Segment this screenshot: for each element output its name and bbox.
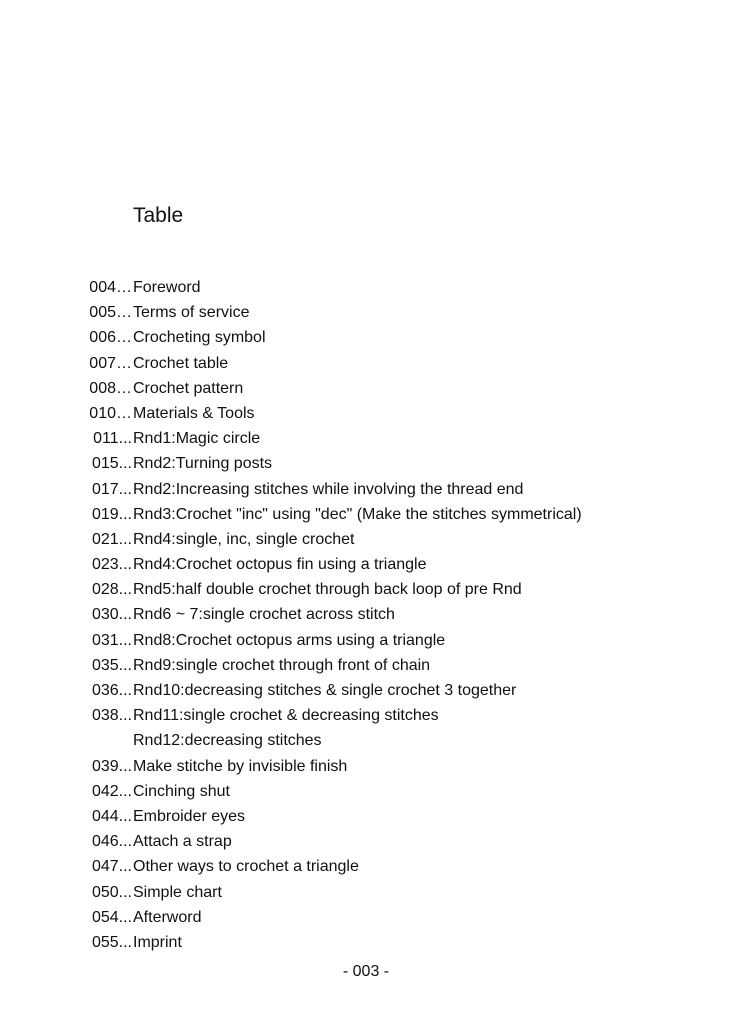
toc-entry-page: 004… bbox=[89, 279, 132, 296]
toc-entry bbox=[0, 351, 732, 376]
toc-entry bbox=[0, 602, 732, 627]
toc-entry-title: Rnd2:Turning posts bbox=[133, 455, 273, 473]
toc-entry-page: 055... bbox=[91, 933, 132, 951]
toc-entry-page: 054... bbox=[91, 908, 132, 926]
toc-entry bbox=[0, 325, 732, 350]
toc-entry-page: 042... bbox=[91, 782, 132, 800]
toc-entry-page: 050... bbox=[91, 883, 132, 901]
toc-entry-title: Rnd4:single, inc, single crochet bbox=[133, 530, 355, 548]
toc-entry-page: 023... bbox=[91, 556, 132, 574]
toc-entry-page: 008… bbox=[89, 379, 132, 397]
toc-entry-title: Terms of service bbox=[133, 304, 250, 322]
toc-entry bbox=[0, 728, 732, 753]
toc-entry-page: 047... bbox=[91, 858, 132, 876]
toc-entry-page: 010… bbox=[89, 404, 132, 422]
toc-entry bbox=[0, 502, 732, 527]
toc-entry-page: 036... bbox=[91, 682, 132, 699]
toc-entry bbox=[0, 426, 732, 451]
toc-entry-title: Rnd3:Crochet "inc" using "dec" (Make the stitches symmetrical) bbox=[133, 505, 582, 523]
toc-entry-title: Attach a strap bbox=[133, 833, 232, 851]
toc-entry-title: Rnd1:Magic circle bbox=[133, 430, 261, 448]
toc-entry bbox=[0, 703, 732, 728]
toc-entry-page: 030... bbox=[91, 606, 132, 624]
table-of-contents bbox=[0, 275, 732, 955]
toc-entry-page: 028... bbox=[91, 581, 132, 599]
toc-entry-title: Rnd8:Crochet octopus arms using a triangle bbox=[133, 631, 446, 649]
toc-entry-title: Make stitche by invisible finish bbox=[133, 757, 348, 775]
toc-entry bbox=[0, 628, 732, 653]
page-number: - 003 - bbox=[342, 963, 390, 980]
toc-entry-page: 031... bbox=[91, 631, 132, 649]
toc-entry bbox=[0, 779, 732, 804]
toc-entry-title: Crocheting symbol bbox=[133, 329, 266, 347]
toc-entry-title: Other ways to crochet a triangle bbox=[133, 858, 359, 876]
toc-entry-title: Rnd6 ~ 7:single crochet across stitch bbox=[133, 606, 395, 624]
page-title: Table bbox=[133, 204, 184, 227]
toc-entry-title: Imprint bbox=[133, 933, 182, 951]
toc-entry-page: 039... bbox=[91, 757, 132, 775]
toc-entry bbox=[0, 577, 732, 602]
toc-entry-page: 038... bbox=[91, 707, 132, 725]
toc-entry-title: Simple chart bbox=[133, 883, 222, 901]
toc-entry-page: 015... bbox=[91, 455, 132, 473]
toc-entry bbox=[0, 653, 732, 678]
toc-entry bbox=[0, 451, 732, 476]
toc-entry bbox=[0, 880, 732, 905]
toc-entry-title: Rnd5:half double crochet through back loop of pre Rnd bbox=[133, 581, 522, 599]
toc-entry-page: 006… bbox=[89, 329, 132, 347]
toc-entry-page: 007… bbox=[89, 354, 132, 372]
toc-entry bbox=[0, 300, 732, 325]
toc-entry bbox=[0, 804, 732, 829]
toc-entry-title: Foreword bbox=[133, 279, 201, 296]
toc-entry-page: 035... bbox=[91, 656, 132, 674]
toc-entry bbox=[0, 829, 732, 854]
toc-entry-page: 019... bbox=[91, 505, 132, 523]
toc-entry bbox=[0, 754, 732, 779]
toc-entry bbox=[0, 477, 732, 502]
toc-entry-title: Rnd2:Increasing stitches while involving the thread end bbox=[133, 480, 524, 498]
toc-entry-title: Embroider eyes bbox=[133, 807, 246, 825]
toc-entry-title: Crochet pattern bbox=[133, 379, 244, 397]
toc-entry bbox=[0, 678, 732, 703]
toc-entry-title: Crochet table bbox=[133, 354, 229, 372]
toc-entry-title: Rnd4:Crochet octopus fin using a triangle bbox=[133, 556, 427, 574]
toc-entry bbox=[0, 930, 732, 955]
toc-entry bbox=[0, 275, 732, 300]
toc-entry-title: Rnd11:single crochet & decreasing stitches bbox=[133, 707, 439, 725]
toc-entry-page: 017... bbox=[91, 480, 132, 498]
toc-entry-page: 011... bbox=[93, 430, 132, 448]
toc-entry-title: Cinching shut bbox=[133, 782, 230, 800]
toc-entry-title: Rnd10:decreasing stitches & single crochet 3 together bbox=[133, 682, 517, 699]
toc-entry-page: 046... bbox=[91, 833, 132, 851]
toc-entry-page: 005… bbox=[89, 304, 132, 322]
toc-entry-page: 044... bbox=[91, 807, 132, 825]
toc-entry-title: Rnd12:decreasing stitches bbox=[133, 732, 322, 750]
toc-entry-title: Rnd9:single crochet through front of chain bbox=[133, 656, 431, 674]
toc-entry bbox=[0, 905, 732, 930]
toc-entry bbox=[0, 854, 732, 879]
toc-entry-title: Afterword bbox=[133, 908, 202, 926]
toc-entry-page: 021... bbox=[91, 530, 132, 548]
toc-entry bbox=[0, 527, 732, 552]
toc-entry-title: Materials & Tools bbox=[133, 404, 255, 422]
toc-entry bbox=[0, 552, 732, 577]
toc-entry bbox=[0, 401, 732, 426]
toc-entry bbox=[0, 376, 732, 401]
